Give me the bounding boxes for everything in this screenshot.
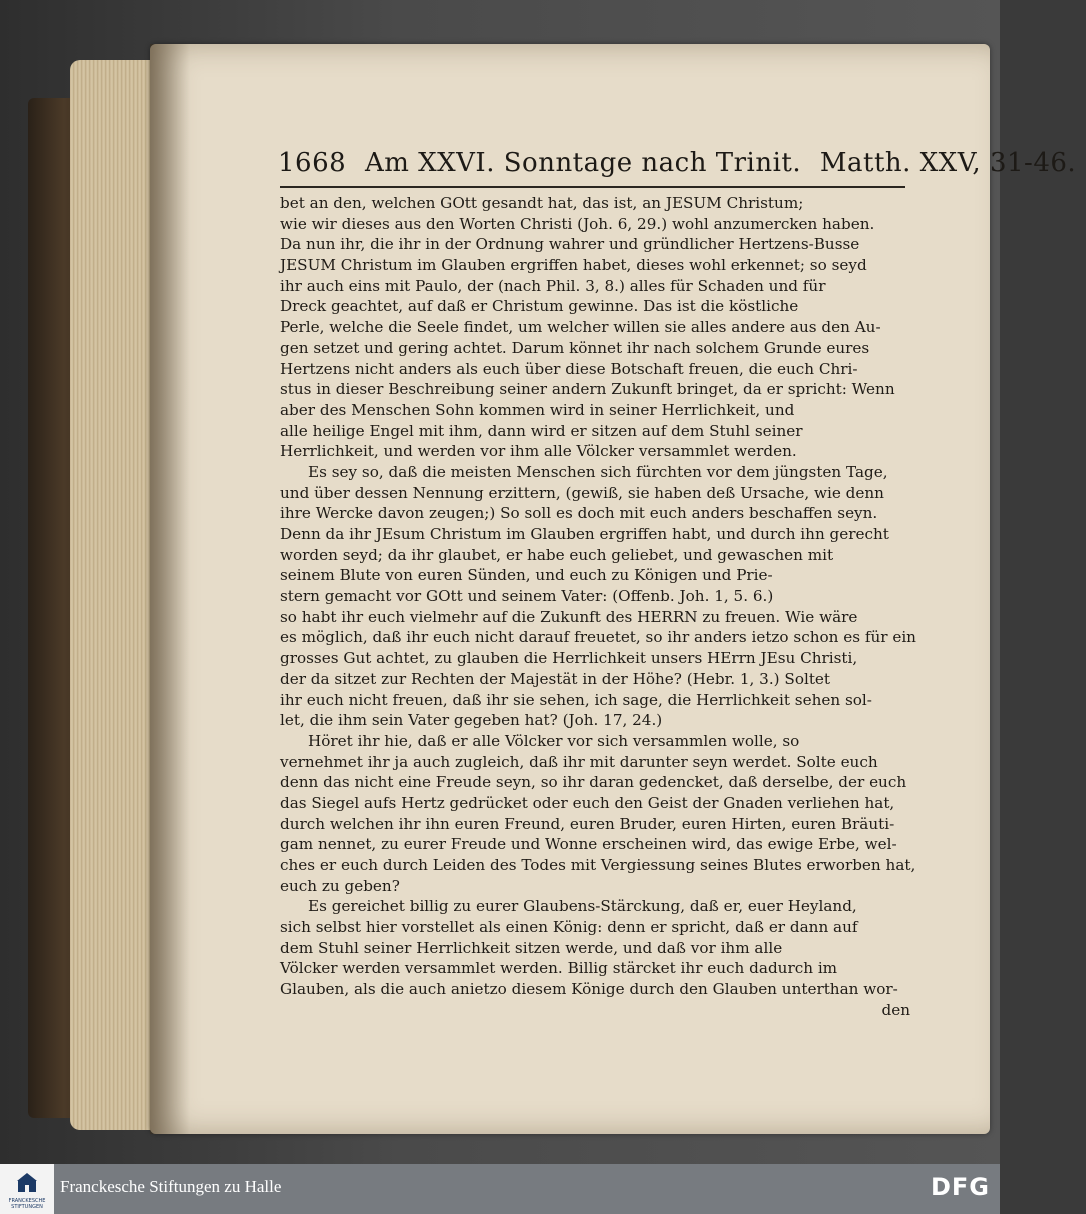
text-line: und über dessen Nennung erzittern, (gewiß, sie haben deß Ursache, wie denn (280, 483, 884, 502)
text-line: Es sey so, daß die meisten Menschen sich fürchten vor dem jüngsten Tage, (308, 462, 888, 481)
logo-caption: FRANCKESCHE STIFTUNGEN (8, 1198, 46, 1210)
text-line: Da nun ihr, die ihr in der Ordnung wahrer und gründlicher Hertzens-Busse (280, 235, 860, 254)
viewer-footer (0, 1164, 1000, 1214)
text-line: es möglich, daß ihr euch nicht darauf freuetet, so ihr anders ietzo schon es für ein (280, 628, 916, 647)
text-line: stern gemacht vor GOtt und seinem Vater: (Offenb. Joh. 1, 5. 6.) (280, 587, 774, 606)
text-line: ches er euch durch Leiden des Todes mit Vergiessung seines Blutes erworben hat, (280, 856, 916, 874)
text-line: alle heilige Engel mit ihm, dann wird er sitzen auf dem Stuhl seiner (280, 421, 803, 440)
text-line: ihr euch nicht freuen, daß ihr sie sehen, ich sage, die Herrlichkeit sehen sol- (280, 690, 872, 709)
page-gutter-shadow (150, 44, 190, 1134)
institution-logo[interactable] (0, 1164, 54, 1214)
text-line: aber des Menschen Sohn kommen wird in seiner Herrlichkeit, und (280, 400, 795, 419)
text-line: dem Stuhl seiner Herrlichkeit sitzen werde, und daß vor ihm alle (280, 938, 783, 957)
text-line: gam nennet, zu eurer Freude und Wonne erscheinen wird, das ewige Erbe, wel- (280, 835, 897, 854)
text-line: JESUM Christum im Glauben ergriffen habet, dieses wohl erkennet; so seyd (280, 256, 867, 275)
text-line: Glauben, als die auch anietzo diesem Könige durch den Glauben unterthan wor- (280, 980, 898, 999)
text-line: ihre Wercke davon zeugen;) So soll es doch mit euch anders beschaffen seyn. (280, 504, 878, 523)
text-line: euch zu geben? (280, 876, 400, 895)
text-line: sich selbst hier vorstellet als einen König: denn er spricht, daß er dann auf (280, 918, 858, 937)
text-line: seinem Blute von euren Sünden, und euch zu Königen und Prie- (280, 566, 773, 585)
institution-name[interactable]: Franckesche Stiftungen zu Halle (60, 1177, 282, 1196)
running-head (278, 148, 1077, 178)
dfg-logo[interactable]: DFG (930, 1173, 990, 1201)
text-line: so habt ihr euch vielmehr auf die Zukunft des HERRN zu freuen. Wie wäre (280, 607, 858, 626)
scripture-reference: Matth. XXV, 31-46. (819, 148, 1077, 178)
text-line: ihr auch eins mit Paulo, der (nach Phil. 3, 8.) alles für Schaden und für (280, 276, 826, 295)
text-line: grosses Gut achtet, zu glauben die Herrlichkeit unsers HErrn JEsu Christi, (280, 649, 858, 668)
orphanage-building-icon (15, 1170, 39, 1194)
text-line: Dreck geachtet, auf daß er Christum gewinne. Das ist die köstliche (280, 297, 799, 316)
header-rule (280, 186, 905, 188)
page-number: 1668 (278, 148, 347, 178)
text-line: wie wir dieses aus den Worten Christi (Joh. 6, 29.) wohl anzumercken haben. (280, 214, 875, 233)
catchword: den (881, 1000, 910, 1019)
text-line: stus in dieser Beschreibung seiner andern Zukunft bringet, da er spricht: Wenn (280, 380, 895, 399)
text-line: gen setzet und gering achtet. Darum könnet ihr nach solchem Grunde eures (280, 338, 870, 357)
text-line: durch welchen ihr ihn euren Freund, euren Bruder, euren Hirten, euren Bräuti- (280, 814, 895, 833)
text-line: Perle, welche die Seele findet, um welcher willen sie alles andere aus den Au- (280, 318, 881, 337)
running-title: Am XXVI. Sonntage nach Trinit. (364, 148, 802, 178)
text-line: Hertzens nicht anders als euch über diese Botschaft freuen, die euch Chri- (280, 359, 858, 378)
text-line: Es gereichet billig zu eurer Glaubens-Stärckung, daß er, euer Heyland, (308, 897, 857, 916)
text-line: denn das nicht eine Freude seyn, so ihr daran gedencket, daß derselbe, der euch (280, 773, 907, 792)
text-line: Herrlichkeit, und werden vor ihm alle Völcker versammlet werden. (280, 442, 797, 461)
text-line: der da sitzet zur Rechten der Majestät in der Höhe? (Hebr. 1, 3.) Soltet (280, 669, 831, 688)
text-line: Völcker werden versammlet werden. Billig stärcket ihr euch dadurch im (280, 959, 838, 978)
text-line: bet an den, welchen GOtt gesandt hat, das ist, an JESUM Christum; (280, 194, 804, 212)
text-line: vernehmet ihr ja auch zugleich, daß ihr mit darunter seyn werdet. Solte euch (280, 752, 878, 771)
text-line: let, die ihm sein Vater gegeben hat? (Joh. 17, 24.) (280, 711, 663, 730)
text-line: worden seyd; da ihr glaubet, er habe euch geliebet, und gewaschen mit (280, 545, 834, 564)
text-line: Höret ihr hie, daß er alle Völcker vor sich versammlen wolle, so (308, 731, 800, 750)
text-line: das Siegel aufs Hertz gedrücket oder euch den Geist der Gnaden verliehen hat, (280, 793, 895, 812)
body-text (280, 193, 916, 1021)
text-line: Denn da ihr JEsum Christum im Glauben ergriffen habt, und durch ihn gerecht (280, 525, 889, 543)
